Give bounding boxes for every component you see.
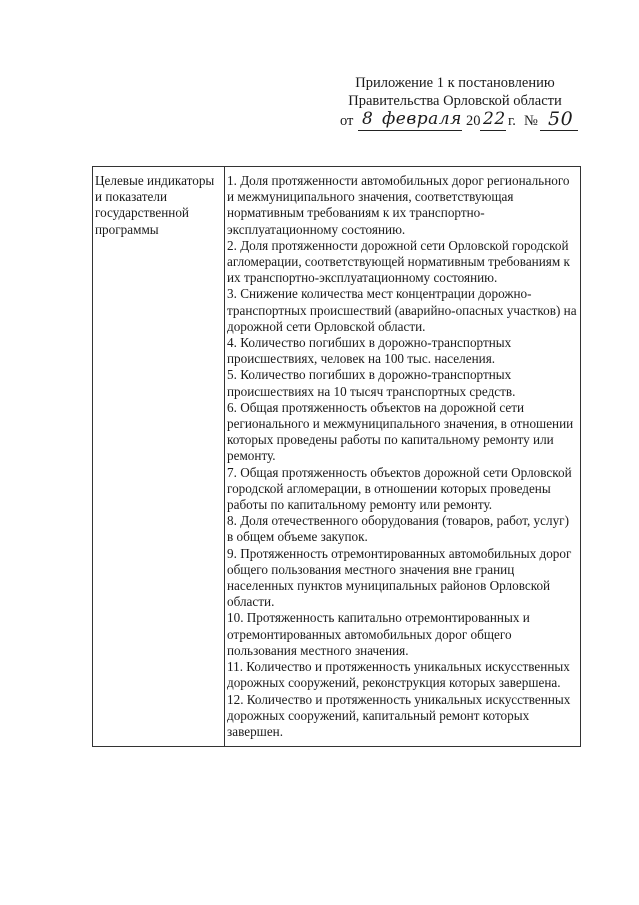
date-month-handwritten: февраля <box>382 109 462 129</box>
date-year-handwritten: 22 <box>483 109 506 129</box>
date-year-label: г. <box>508 113 516 129</box>
date-year-prefix: 20 <box>466 113 481 129</box>
indicators-table <box>92 166 581 747</box>
date-day-handwritten: 8 <box>362 109 374 129</box>
issuer-line: Правительства Орловской области <box>348 93 562 109</box>
day-month-underline <box>358 130 462 131</box>
list-item: 12. Количество и протяженность уникальных искусственных дорожных сооружений, капитальный ремонт которых завершен. <box>227 691 571 739</box>
list-item: 11. Количество и протяженность уникальных искусственных дорожных сооружений, реконструкция которых завершена. <box>227 659 570 691</box>
appendix-title: Приложение 1 к постановлению <box>355 75 555 91</box>
number-underline <box>540 130 578 131</box>
indicators-list <box>225 167 581 747</box>
number-handwritten: 50 <box>548 108 574 130</box>
list-item: 7. Общая протяженность объектов дорожной сети Орловской городской агломерации, в отношении которых проведены работы по капитальному ремонту или ремонту. <box>227 464 572 513</box>
list-item: 10. Протяженность капитально отремонтированных и отремонтированных автомобильных дорог общего пользования местного значения. <box>227 610 530 658</box>
list-item: 9. Протяженность отремонтированных автомобильных дорог общего пользования местного значения вне границ населенных пунктов муниципальных районов Орловской области. <box>227 545 572 610</box>
year-underline <box>480 130 506 131</box>
list-item: 1. Доля протяженности автомобильных дорог регионального и межмуниципального значения, соответствующая нормативным требованиям к их транспортно-эксплуатационному состоянию. <box>227 173 570 237</box>
row-label: Целевые индикаторы и показатели государственной программы <box>93 167 225 747</box>
list-item: 8. Доля отечественного оборудования (товаров, работ, услуг) в общем объеме закупок. <box>227 513 569 545</box>
list-item: 3. Снижение количества мест концентрации дорожно-транспортных происшествий (аварийно-опасных участков) на дорожной сети Орловской области. <box>227 286 577 334</box>
resolution-date-line <box>340 108 590 133</box>
list-item: 4. Количество погибших в дорожно-транспортных происшествиях, человек на 100 тыс. населения. <box>227 335 512 367</box>
list-item: 5. Количество погибших в дорожно-транспортных происшествиях на 10 тысяч транспортных средств. <box>227 367 516 399</box>
number-label: № <box>524 113 538 129</box>
list-item: 2. Доля протяженности дорожной сети Орловской городской агломерации, соответствующей нормативным требованиям к их транспортно-эксплуатационному состоянию. <box>227 237 570 286</box>
list-item: 6. Общая протяженность объектов на дорожной сети регионального и межмуниципального значения, в отношении которых проведены работы по капитальному ремонту или ремонту. <box>227 399 574 464</box>
date-prefix: от <box>340 113 354 129</box>
document-header <box>330 74 580 110</box>
table-row <box>93 167 581 747</box>
